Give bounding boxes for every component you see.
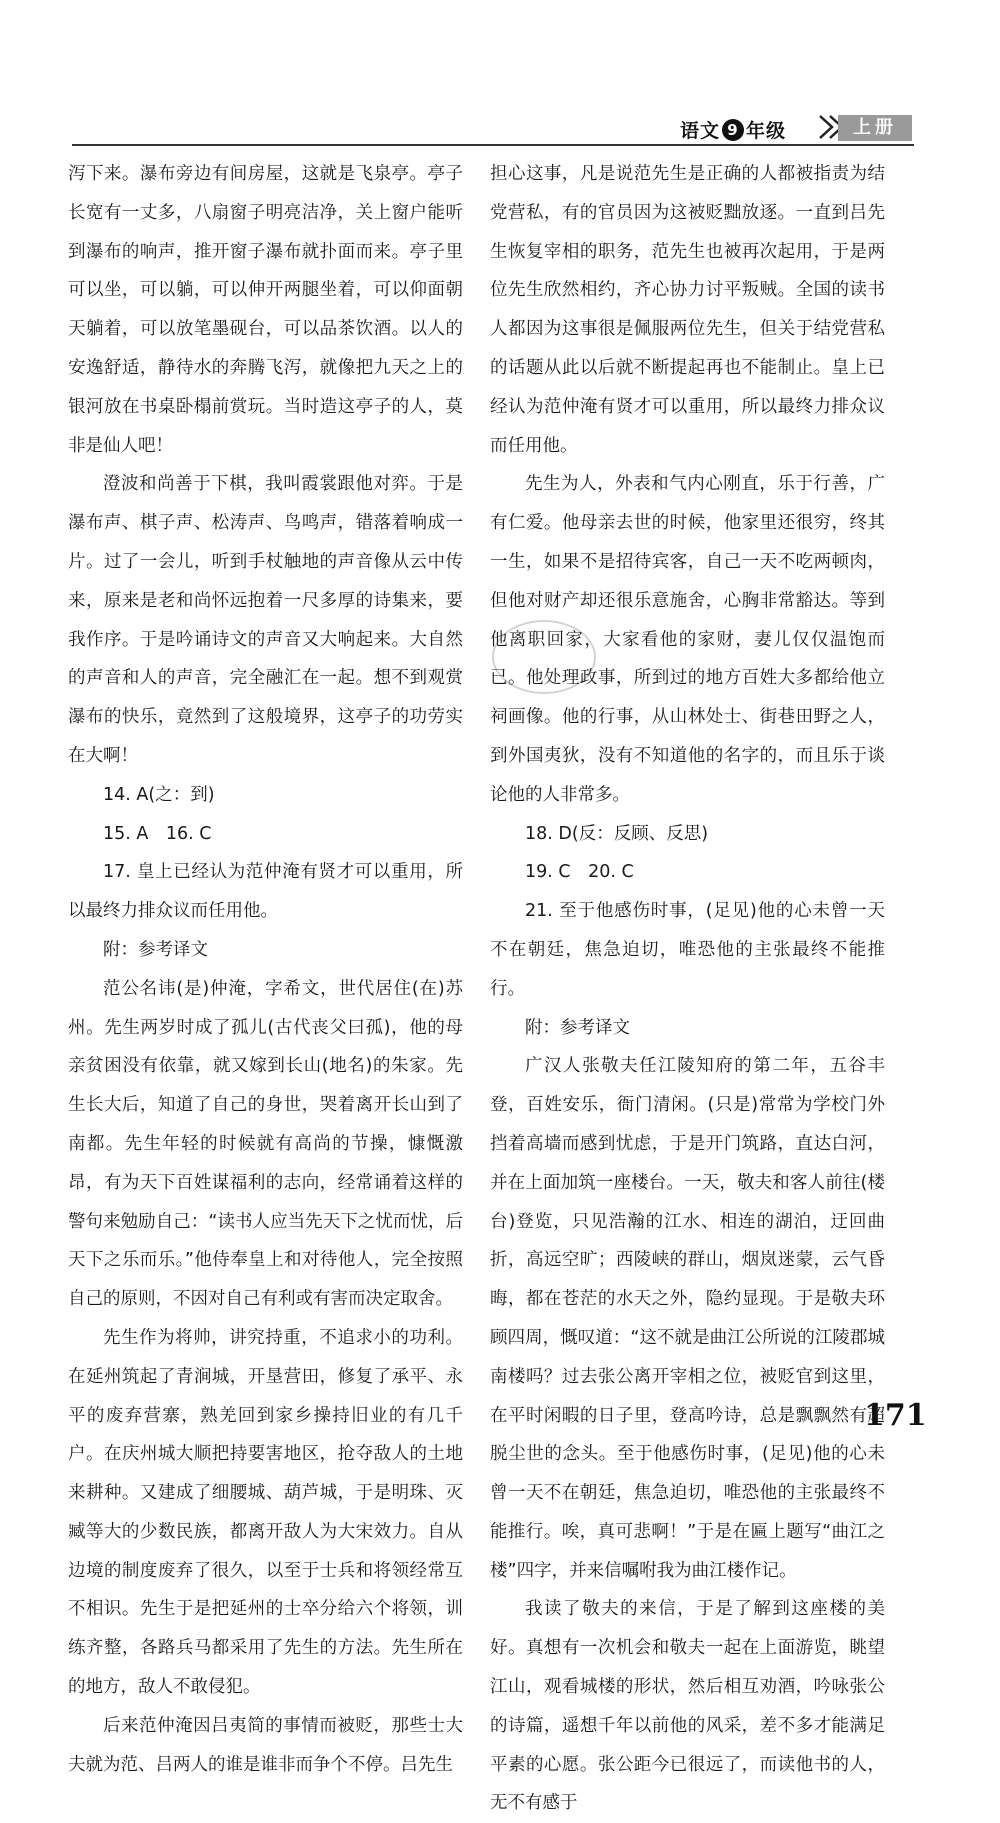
subject-label: 语文 [680, 120, 721, 142]
paragraph: 21. 至于他感伤时事，(足见)他的心未曾一天不在朝廷，焦急迫切，唯恐他的主张最终不能推行。 [490, 901, 885, 999]
right-column [490, 155, 885, 1823]
paragraph: 18. D(反：反顾、反思) [525, 823, 709, 844]
paragraph: 范公名讳(是)仲淹，字希文，世代居住(在)苏州。先生两岁时成了孤儿(古代丧父曰孤)，他的母亲贫困没有依靠，就又嫁到长山(地名)的朱家。先生长大后，知道了自己的身世，哭着离开长山到了南都。先生年轻的时候就有高尚的节操，慷慨激昂，有为天下百姓谋福利的志向，经常诵着这样的警句来勉励自己：“读书人应当先天下之忧而忧，后天下之乐而乐。”他侍奉皇上和对待他人，完全按照自己的原则，不因对自己有利或有害而决定取舍。 [68, 978, 463, 1310]
paragraph: 我读了敬夫的来信，于是了解到这座楼的美好。真想有一次机会和敬夫一起在上面游览，眺望江山，观看城楼的形状，然后相互劝酒，吟咏张公的诗篇，遥想千年以前他的风采，差不多才能满足平素的心愿。张公距今已很远了，而读他书的人，无不有感于 [490, 1599, 885, 1814]
paragraph: 广汉人张敬夫任江陵知府的第二年，五谷丰登，百姓安乐，衙门清闲。(只是)常常为学校门外挡着高墙而感到忧虑，于是开门筑路，直达白河，并在上面加筑一座楼台。一天，敬夫和客人前往(楼台)登览，只见浩瀚的江水、相连的湖泊，迂回曲折，高远空旷；西陵峡的群山，烟岚迷蒙，云气昏晦，都在苍茫的水天之外，隐约显现。于是敬夫环顾四周，慨叹道：“这不就是曲江公所说的江陵郡城南楼吗？过去张公离开宰相之位，被贬官到这里，在平时闲暇的日子里，登高吟诗，总是飘飘然有超脱尘世的念头。至于他感伤时事，(足见)他的心未曾一天不在朝廷，焦急迫切，唯恐他的主张最终不能推行。唉，真可悲啊！”于是在匾上题写“曲江之楼”四字，并来信嘱咐我为曲江楼作记。 [490, 1056, 885, 1581]
header-divider [72, 144, 914, 146]
grade-number-badge: 9 [722, 119, 744, 141]
volume-label: 上册 [838, 115, 912, 141]
page-header [0, 0, 1000, 150]
watermark-stamp [492, 620, 596, 694]
paragraph: 担心这事，凡是说范先生是正确的人都被指责为结党营私，有的官员因为这被贬黜放逐。一直到吕先生恢复宰相的职务，范先生也被再次起用，于是两位先生欣然相约，齐心协力讨平叛贼。全国的读书人都因为这事很是佩服两位先生，但关于结党营私的话题从此以后就不断提起再也不能制止。皇上已经认为范仲淹有贤才可以重用，所以最终力排众议而任用他。 [490, 164, 885, 456]
paragraph: 15. A 16. C [103, 823, 212, 844]
paragraph: 澄波和尚善于下棋，我叫霞裳跟他对弈。于是瀑布声、棋子声、松涛声、鸟鸣声，错落着响成一片。过了一会儿，听到手杖触地的声音像从云中传来，原来是老和尚怀远抱着一尺多厚的诗集来，要我作序。于是吟诵诗文的声音又大响起来。大自然的声音和人的声音，完全融汇在一起。想不到观赏瀑布的快乐，竟然到了这般境界，这亭子的功劳实在大啊！ [68, 474, 463, 766]
paragraph: 19. C 20. C [525, 862, 634, 883]
header-title [680, 116, 786, 143]
paragraph: 泻下来。瀑布旁边有间房屋，这就是飞泉亭。亭子长宽有一丈多，八扇窗子明亮洁净，关上窗户能听到瀑布的响声，推开窗子瀑布就扑面而来。亭子里可以坐，可以躺，可以伸开两腿坐着，可以仰面朝天躺着，可以放笔墨砚台，可以品茶饮酒。以人的安逸舒适，静待水的奔腾飞泻，就像把九天之上的银河放在书桌卧榻前赏玩。当时造这亭子的人，莫非是仙人吧！ [68, 164, 463, 456]
paragraph: 14. A(之：到) [103, 784, 215, 805]
grade-suffix: 年级 [746, 120, 787, 142]
paragraph: 先生为人，外表和气内心刚直，乐于行善，广有仁爱。他母亲去世的时候，他家里还很穷，终其一生，如果不是招待宾客，自己一天不吃两顿肉，但他对财产却还很乐意施舍，心胸非常豁达。等到他离职回家，大家看他的家财，妻儿仅仅温饱而已。他处理政事，所到过的地方百姓大多都给他立祠画像。他的行事，从山林处士、街巷田野之人，到外国夷狄，没有不知道他的名字的，而且乐于谈论他的人非常多。 [490, 474, 885, 805]
paragraph: 后来范仲淹因吕夷简的事情而被贬，那些士大夫就为范、吕两人的谁是谁非而争个不停。吕先生 [68, 1715, 463, 1775]
left-column [68, 155, 463, 1784]
paragraph: 附：参考译文 [103, 939, 208, 960]
page-number: 171 [864, 1398, 927, 1433]
paragraph: 附：参考译文 [525, 1017, 630, 1038]
paragraph: 17. 皇上已经认为范仲淹有贤才可以重用，所以最终力排众议而任用他。 [68, 862, 463, 922]
paragraph: 先生作为将帅，讲究持重，不追求小的功利。在延州筑起了青涧城，开垦营田，修复了承平、永平的废弃营寨，熟羌回到家乡操持旧业的有几千户。在庆州城大顺把持要害地区，抢夺敌人的土地来耕种。又建成了细腰城、葫芦城，于是明珠、灭臧等大的少数民族，都离开敌人为大宋效力。自从边境的制度废弃了很久，以至于士兵和将领经常互不相识。先生于是把延州的士卒分给六个将领，训练齐整，各路兵马都采用了先生的方法。先生所在的地方，敌人不敢侵犯。 [68, 1327, 463, 1698]
